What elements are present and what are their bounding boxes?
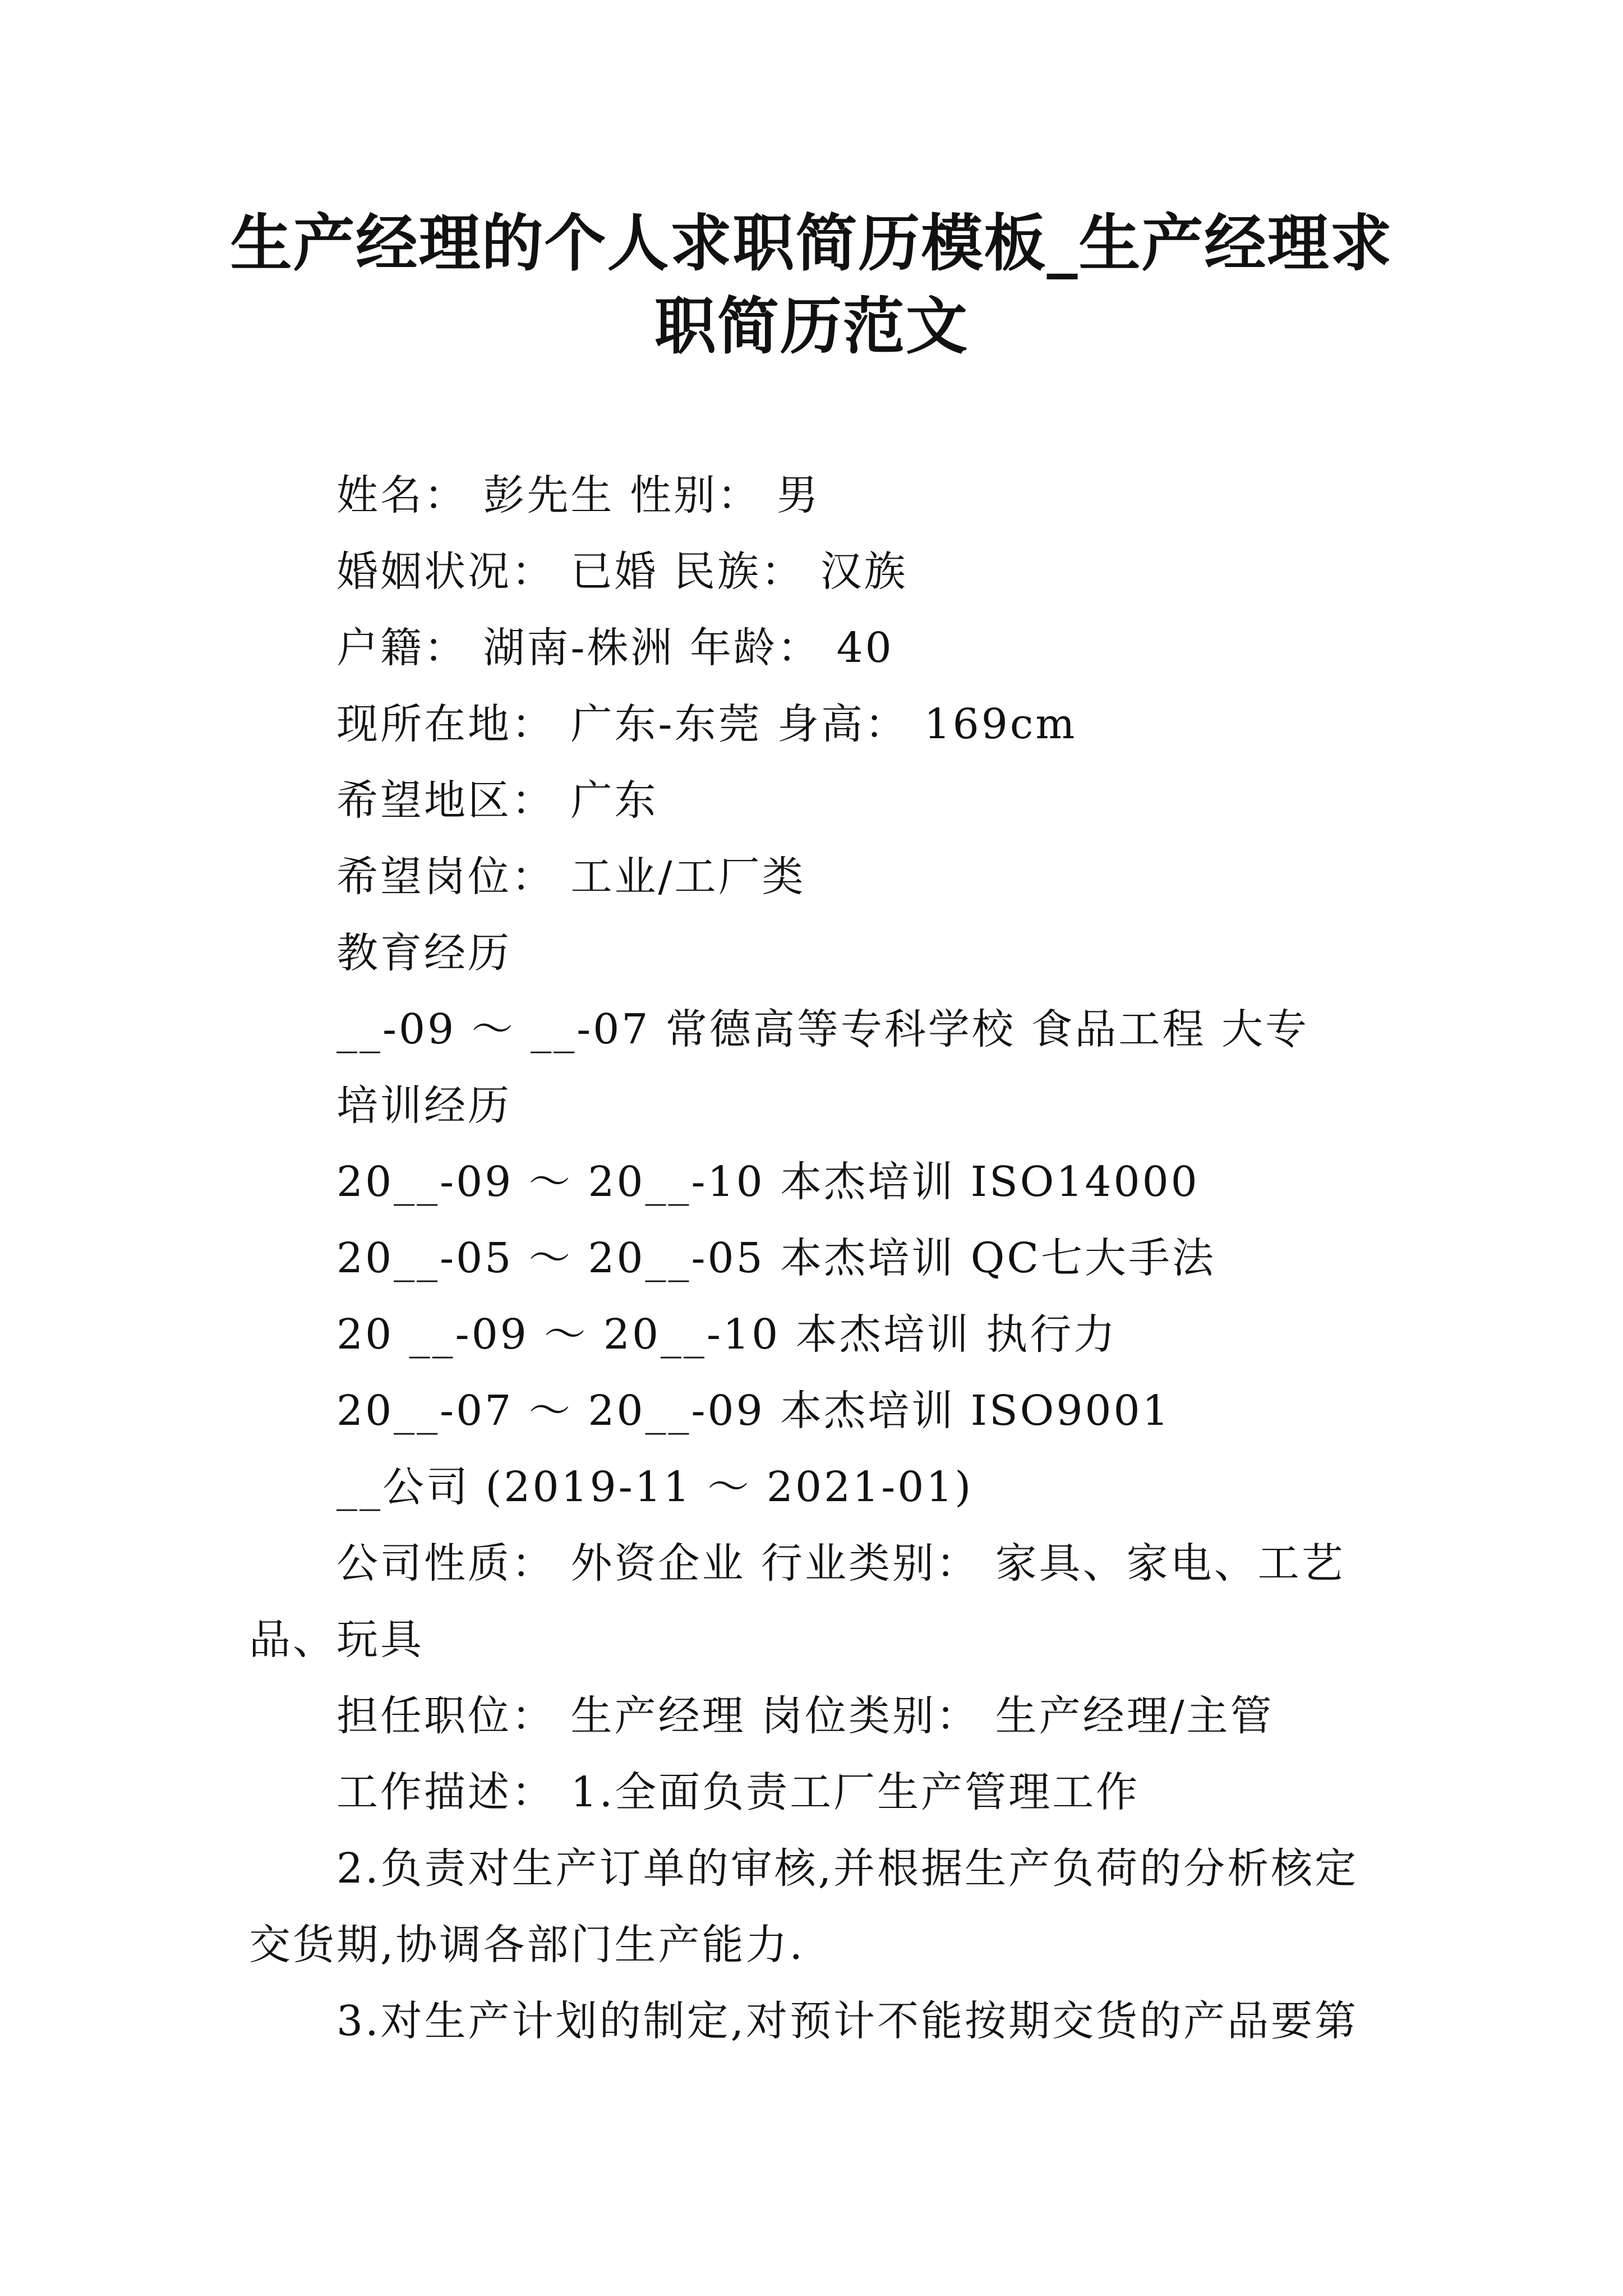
position-line: 担任职位： 生产经理 岗位类别： 生产经理/主管 <box>336 1692 1274 1740</box>
training-entry: 20 __-09 ～ 20__-10 本杰培训 执行力 <box>336 1310 1118 1359</box>
training-heading: 培训经历 <box>336 1082 511 1130</box>
training-entry: 20__-05 ～ 20__-05 本杰培训 QC七大手法 <box>336 1234 1216 1282</box>
hometown-age-line: 户籍： 湖南-株洲 年龄： 40 <box>336 624 894 672</box>
desired-region-line: 希望地区： 广东 <box>336 776 658 825</box>
document-title <box>224 202 1399 368</box>
name-gender-line: 姓名： 彭先生 性别： 男 <box>336 471 820 519</box>
title-line-1: 生产经理的个人求职简历模板_生产经理求 <box>230 207 1393 279</box>
duty-item-2-continued: 交货期,协调各部门生产能力. <box>249 1921 805 1969</box>
job-description-line: 工作描述： 1.全面负责工厂生产管理工作 <box>336 1768 1140 1816</box>
title-line-2: 职简历范文 <box>654 290 969 362</box>
company-nature-line: 公司性质： 外资企业 行业类别： 家具、家电、工艺 <box>336 1539 1345 1588</box>
duty-item-2: 2.负责对生产订单的审核,并根据生产负荷的分析核定 <box>336 1844 1359 1893</box>
location-height-line: 现所在地： 广东-东莞 身高： 169cm <box>336 700 1077 748</box>
company-nature-continued: 品、玩具 <box>249 1616 424 1664</box>
company-entry: __公司 (2019-11 ～ 2021-01) <box>336 1463 974 1511</box>
duty-item-3: 3.对生产计划的制定,对预计不能按期交货的产品要第 <box>336 1997 1359 2045</box>
training-entry: 20__-09 ～ 20__-10 本杰培训 ISO14000 <box>336 1158 1200 1206</box>
desired-position-line: 希望岗位： 工业/工厂类 <box>336 853 806 901</box>
education-heading: 教育经历 <box>336 929 511 977</box>
education-entry: __-09 ～ __-07 常德高等专科学校 食品工程 大专 <box>336 1005 1309 1053</box>
training-entry: 20__-07 ～ 20__-09 本杰培训 ISO9001 <box>336 1387 1171 1435</box>
marital-ethnicity-line: 婚姻状况： 已婚 民族： 汉族 <box>336 547 908 596</box>
